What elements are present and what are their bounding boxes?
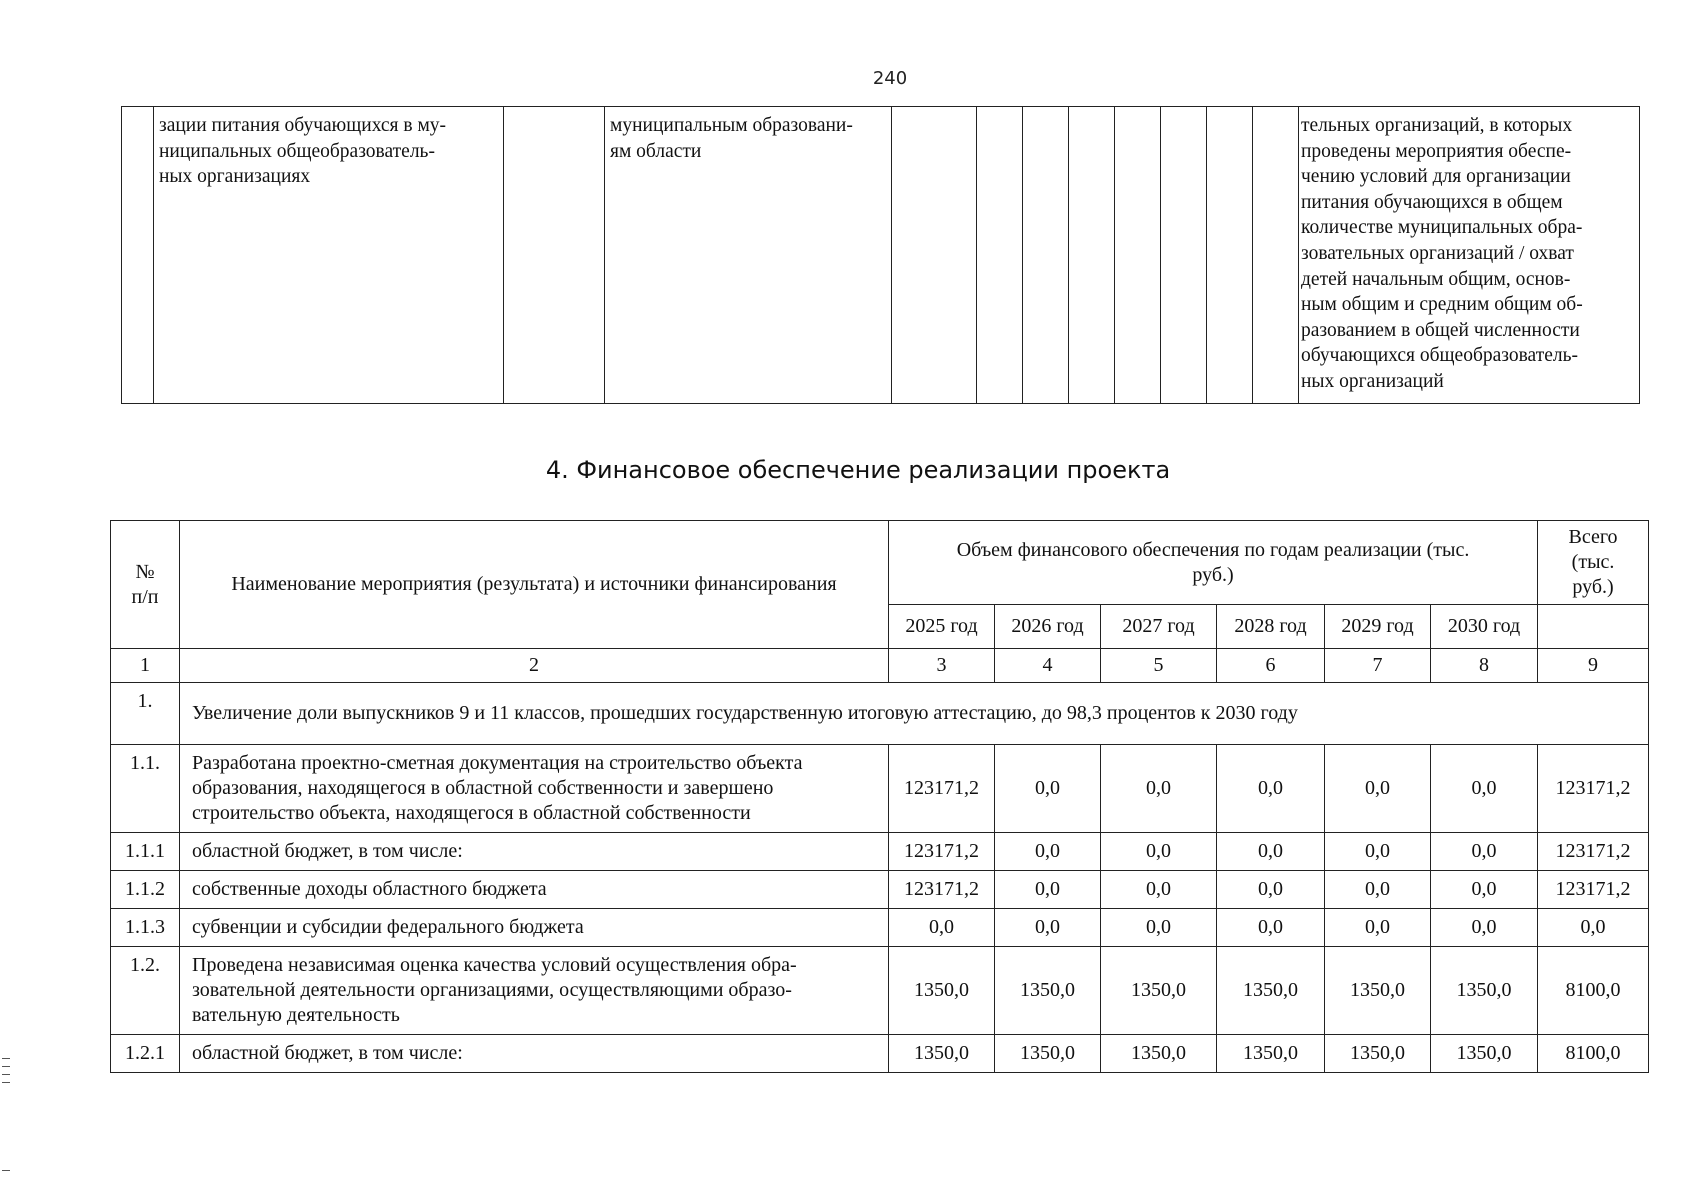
header-volume: Объем финансового обеспечения по годам реализации (тыс. руб.) xyxy=(889,521,1538,605)
header-year: 2025 год xyxy=(889,605,995,649)
header-total: Всего (тыс. руб.) xyxy=(1538,521,1649,605)
continued-name-text: зации питания обучающихся в му- ниципальных общеобразователь- ных организациях xyxy=(159,115,447,188)
column-number: 4 xyxy=(995,649,1101,683)
row-code: 1.1.3 xyxy=(111,909,180,947)
row-name: Проведена независимая оценка качества условий осуществления обра- зовательной деятельности организациями, осуществляющими образо- вательную деятельность xyxy=(180,947,889,1035)
row-value: 0,0 xyxy=(1325,833,1431,871)
row-value: 1350,0 xyxy=(995,1035,1101,1073)
row-value: 0,0 xyxy=(995,833,1101,871)
row-value: 0,0 xyxy=(995,745,1101,833)
continued-cell-executor xyxy=(605,107,892,404)
row-value: 123171,2 xyxy=(889,833,995,871)
row-name: областной бюджет, в том числе: xyxy=(180,1035,889,1073)
continued-cell-empty xyxy=(504,107,605,404)
continued-cell-num xyxy=(122,107,154,404)
continued-cell-indicator xyxy=(1299,107,1640,404)
row-value: 0,0 xyxy=(1431,833,1538,871)
row-value: 0,0 xyxy=(1431,909,1538,947)
column-number: 8 xyxy=(1431,649,1538,683)
header-year-empty xyxy=(1538,605,1649,649)
page-number: 240 xyxy=(872,68,908,89)
row-name: субвенции и субсидии федерального бюджета xyxy=(180,909,889,947)
row-code: 1.1.2 xyxy=(111,871,180,909)
row-value: 123171,2 xyxy=(889,871,995,909)
continued-cell-empty xyxy=(1115,107,1161,404)
continued-cell-empty xyxy=(1253,107,1299,404)
row-value: 0,0 xyxy=(995,909,1101,947)
header-year: 2027 год xyxy=(1101,605,1217,649)
continued-cell-empty xyxy=(1207,107,1253,404)
row-value: 0,0 xyxy=(1101,871,1217,909)
header-year: 2028 год xyxy=(1217,605,1325,649)
scan-edge-mark xyxy=(2,1066,10,1067)
row-total: 8100,0 xyxy=(1538,947,1649,1035)
column-number: 6 xyxy=(1217,649,1325,683)
row-value: 0,0 xyxy=(1431,871,1538,909)
table-row xyxy=(111,947,1649,1035)
row-value: 0,0 xyxy=(1217,833,1325,871)
header-year: 2030 год xyxy=(1431,605,1538,649)
row-value: 0,0 xyxy=(1325,745,1431,833)
row-code: 1.1.1 xyxy=(111,833,180,871)
row-value: 1350,0 xyxy=(1431,1035,1538,1073)
row-total: 8100,0 xyxy=(1538,1035,1649,1073)
row-value: 1350,0 xyxy=(1217,947,1325,1035)
row-value: 1350,0 xyxy=(1431,947,1538,1035)
header-num: № п/п xyxy=(111,521,180,649)
row-value: 0,0 xyxy=(1101,745,1217,833)
goal-row xyxy=(111,683,1649,745)
table-row xyxy=(111,909,1649,947)
scan-edge-mark xyxy=(2,1058,10,1059)
header-year: 2029 год xyxy=(1325,605,1431,649)
row-total: 0,0 xyxy=(1538,909,1649,947)
row-value: 1350,0 xyxy=(1101,1035,1217,1073)
continued-cell-empty xyxy=(892,107,977,404)
row-code: 1.1. xyxy=(111,745,180,833)
scan-edge-mark xyxy=(2,1170,10,1171)
column-number: 7 xyxy=(1325,649,1431,683)
header-name: Наименование мероприятия (результата) и источники финансирования xyxy=(180,521,889,649)
table-row xyxy=(111,871,1649,909)
row-name: Разработана проектно-сметная документация на строительство объекта образования, находящегося в областной собственности и завершено строительство объекта, находящегося в областной собственности xyxy=(180,745,889,833)
table-row xyxy=(111,745,1649,833)
continued-table xyxy=(121,106,1640,404)
goal-code: 1. xyxy=(111,683,180,745)
table-row xyxy=(111,1035,1649,1073)
row-value: 123171,2 xyxy=(889,745,995,833)
continued-cell-empty xyxy=(1023,107,1069,404)
row-value: 1350,0 xyxy=(889,1035,995,1073)
row-value: 0,0 xyxy=(1431,745,1538,833)
row-value: 1350,0 xyxy=(1217,1035,1325,1073)
row-value: 0,0 xyxy=(1217,745,1325,833)
goal-text: Увеличение доли выпускников 9 и 11 классов, прошедших государственную итоговую аттестацию, до 98,3 процентов к 2030 году xyxy=(180,683,1649,745)
column-number: 5 xyxy=(1101,649,1217,683)
row-total: 123171,2 xyxy=(1538,871,1649,909)
row-value: 1350,0 xyxy=(995,947,1101,1035)
row-value: 1350,0 xyxy=(889,947,995,1035)
continued-cell-name xyxy=(154,107,504,404)
row-name: собственные доходы областного бюджета xyxy=(180,871,889,909)
row-value: 1350,0 xyxy=(1325,947,1431,1035)
continued-cell-empty xyxy=(1069,107,1115,404)
row-value: 0,0 xyxy=(1325,909,1431,947)
row-value: 1350,0 xyxy=(1325,1035,1431,1073)
continued-cell-empty xyxy=(977,107,1023,404)
row-value: 0,0 xyxy=(1101,833,1217,871)
row-total: 123171,2 xyxy=(1538,833,1649,871)
column-number-row xyxy=(111,649,1649,683)
row-code: 1.2.1 xyxy=(111,1035,180,1073)
row-value: 0,0 xyxy=(995,871,1101,909)
continued-cell-empty xyxy=(1161,107,1207,404)
column-number: 3 xyxy=(889,649,995,683)
scan-edge-mark xyxy=(2,1074,10,1075)
row-value: 0,0 xyxy=(1217,909,1325,947)
row-code: 1.2. xyxy=(111,947,180,1035)
column-number: 9 xyxy=(1538,649,1649,683)
row-value: 1350,0 xyxy=(1101,947,1217,1035)
column-number: 2 xyxy=(180,649,889,683)
row-name: областной бюджет, в том числе: xyxy=(180,833,889,871)
continued-executor-text: муниципальным образовани- ям области xyxy=(610,115,853,162)
header-year: 2026 год xyxy=(995,605,1101,649)
continued-table-row xyxy=(122,107,1640,404)
continued-indicator-text: тельных организаций, в которых проведены мероприятия обеспе- чению условий для организации питания обучающихся в общем количестве муниципальных обра- зовательных организаций / охват детей начальным общим, основ- ным общим и средним общим об- разованием в общей численности обучающихся общеобразователь- ных организаций xyxy=(1301,115,1583,392)
header-row-1 xyxy=(111,521,1649,605)
table-row xyxy=(111,833,1649,871)
section-title: 4. Финансовое обеспечение реализации проекта xyxy=(545,456,1171,484)
column-number: 1 xyxy=(111,649,180,683)
finance-table xyxy=(110,520,1649,1073)
row-value: 0,0 xyxy=(1325,871,1431,909)
row-value: 0,0 xyxy=(889,909,995,947)
row-value: 0,0 xyxy=(1217,871,1325,909)
row-value: 0,0 xyxy=(1101,909,1217,947)
row-total: 123171,2 xyxy=(1538,745,1649,833)
scan-edge-mark xyxy=(2,1082,10,1083)
